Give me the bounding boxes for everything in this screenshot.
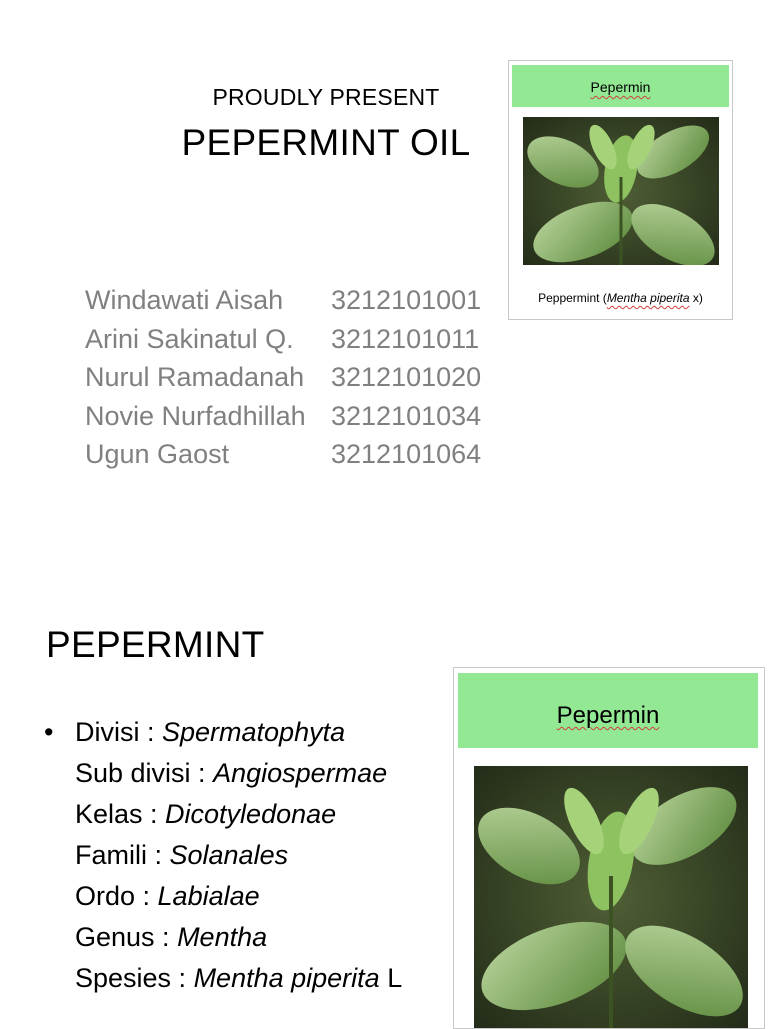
taxonomy-list [44, 712, 402, 999]
infobox-heading: Pepermin [512, 65, 729, 107]
member-name: Nurul Ramadanah [85, 362, 305, 392]
plant-infobox [508, 60, 733, 320]
infobox-heading: Pepermin [458, 673, 758, 748]
taxonomy-item-spesies: Spesies : Mentha piperita L [75, 963, 403, 993]
slide-subtitle: PROUDLY PRESENT [212, 84, 440, 110]
plant-infobox [453, 667, 765, 1029]
taxonomy-item-kelas: Kelas : Dicotyledonae [75, 799, 337, 829]
member-name: Arini Sakinatul Q. [85, 323, 294, 354]
member-name: Ugun Gaost [85, 439, 230, 469]
taxonomy-item-genus: Genus : Mentha [75, 922, 268, 952]
member-row [85, 358, 481, 397]
member-nim: 3212101064 [331, 439, 482, 469]
member-row [85, 281, 481, 320]
slide-title: PEPERMINT [46, 624, 265, 665]
bullet-icon: • [44, 717, 54, 747]
taxonomy-slide [0, 560, 768, 1024]
taxonomy-item-sub-divisi: Sub divisi : Angiospermae [75, 758, 388, 788]
infobox-caption: Peppermint (Mentha piperita x) [538, 291, 703, 305]
taxonomy-item-ordo: Ordo : Labialae [75, 881, 260, 911]
peppermint-plant-image [474, 766, 748, 1028]
taxonomy-item-divisi: • Divisi : Spermatophyta [44, 712, 402, 753]
member-row [85, 397, 481, 436]
member-nim: 3212101020 [331, 362, 482, 392]
member-nim: 3212101001 [331, 285, 482, 315]
member-nim: 3212101034 [331, 400, 482, 431]
member-row [85, 320, 481, 359]
slide-title: PEPERMINT OIL [181, 122, 471, 163]
member-name: Windawati Aisah [85, 285, 284, 315]
peppermint-plant-image [523, 117, 719, 265]
member-name: Novie Nurfadhillah [85, 400, 306, 431]
member-nim: 3212101011 [331, 323, 480, 354]
member-list [85, 281, 481, 474]
member-row [85, 435, 481, 474]
taxonomy-item-famili: Famili : Solanales [75, 840, 289, 870]
